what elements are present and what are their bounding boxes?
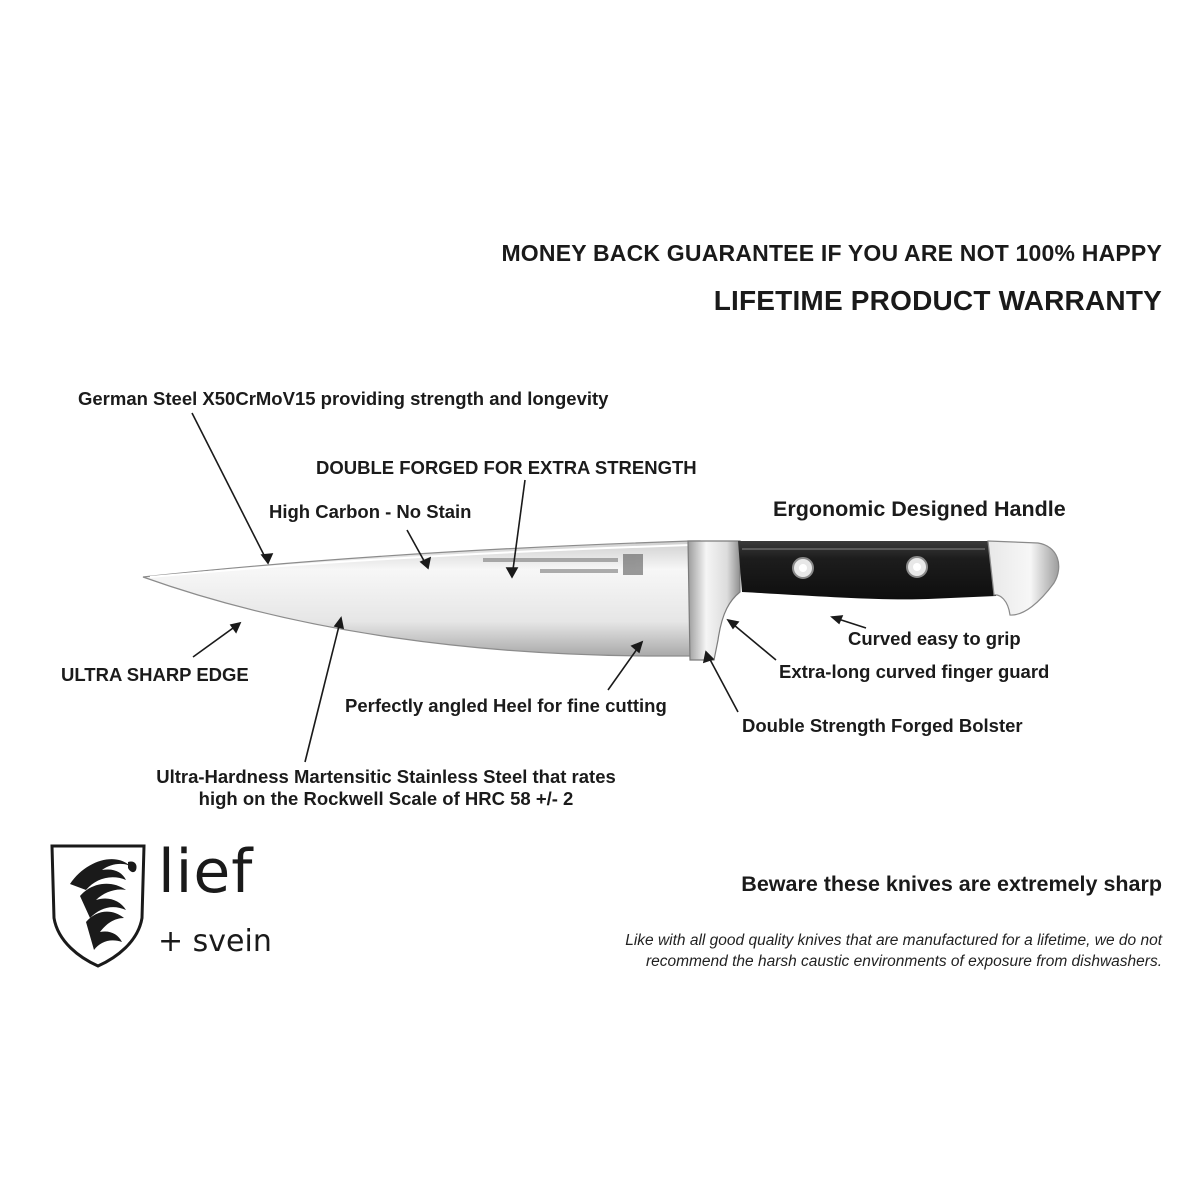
leader-arrow <box>832 616 842 623</box>
brand-sub: + svein <box>158 924 272 959</box>
hardness-label-line1: Ultra-Hardness Martensitic Stainless Steel that rates <box>156 766 616 787</box>
guarantee-heading: MONEY BACK GUARANTEE IF YOU ARE NOT 100% HAPPY <box>501 240 1162 266</box>
knife-bolster <box>688 541 740 660</box>
ultra-sharp-edge-label: ULTRA SHARP EDGE <box>61 664 249 685</box>
hardness-label-line2: high on the Rockwell Scale of HRC 58 +/- 2 <box>198 788 574 810</box>
disclaimer-text <box>462 930 1162 972</box>
curved-grip-label: Curved easy to grip <box>848 628 1021 649</box>
warning-title: Beware these knives are extremely sharp <box>741 872 1162 896</box>
handle-rivet-icon <box>907 557 927 577</box>
bolster-label: Double Strength Forged Bolster <box>742 715 1023 736</box>
disclaimer-line1: Like with all good quality knives that are manufactured for a lifetime, we do not <box>625 932 1162 949</box>
warranty-heading: LIFETIME PRODUCT WARRANTY <box>713 285 1162 316</box>
knife-end-cap <box>988 541 1059 615</box>
brand-name: lief <box>158 837 254 907</box>
leader-arrow <box>231 623 240 632</box>
eagle-shield-logo <box>46 838 150 970</box>
disclaimer-line2: recommend the harsh caustic environments of exposure from dishwashers. <box>645 953 1162 971</box>
finger-guard-label: Extra-long curved finger guard <box>779 661 1050 682</box>
leader-line <box>192 413 268 563</box>
hardness-label <box>156 766 616 810</box>
double-forged-label: DOUBLE FORGED FOR EXTRA STRENGTH <box>316 457 697 478</box>
high-carbon-label: High Carbon - No Stain <box>269 501 472 522</box>
handle-rivet-icon <box>793 558 813 578</box>
leader-arrow <box>262 554 272 563</box>
leader-line <box>305 618 341 762</box>
leader-line <box>706 652 738 712</box>
ergonomic-handle-label: Ergonomic Designed Handle <box>773 497 1066 521</box>
heel-label: Perfectly angled Heel for fine cutting <box>345 695 667 716</box>
german-steel-label: German Steel X50CrMoV15 providing strength and longevity <box>78 388 609 409</box>
